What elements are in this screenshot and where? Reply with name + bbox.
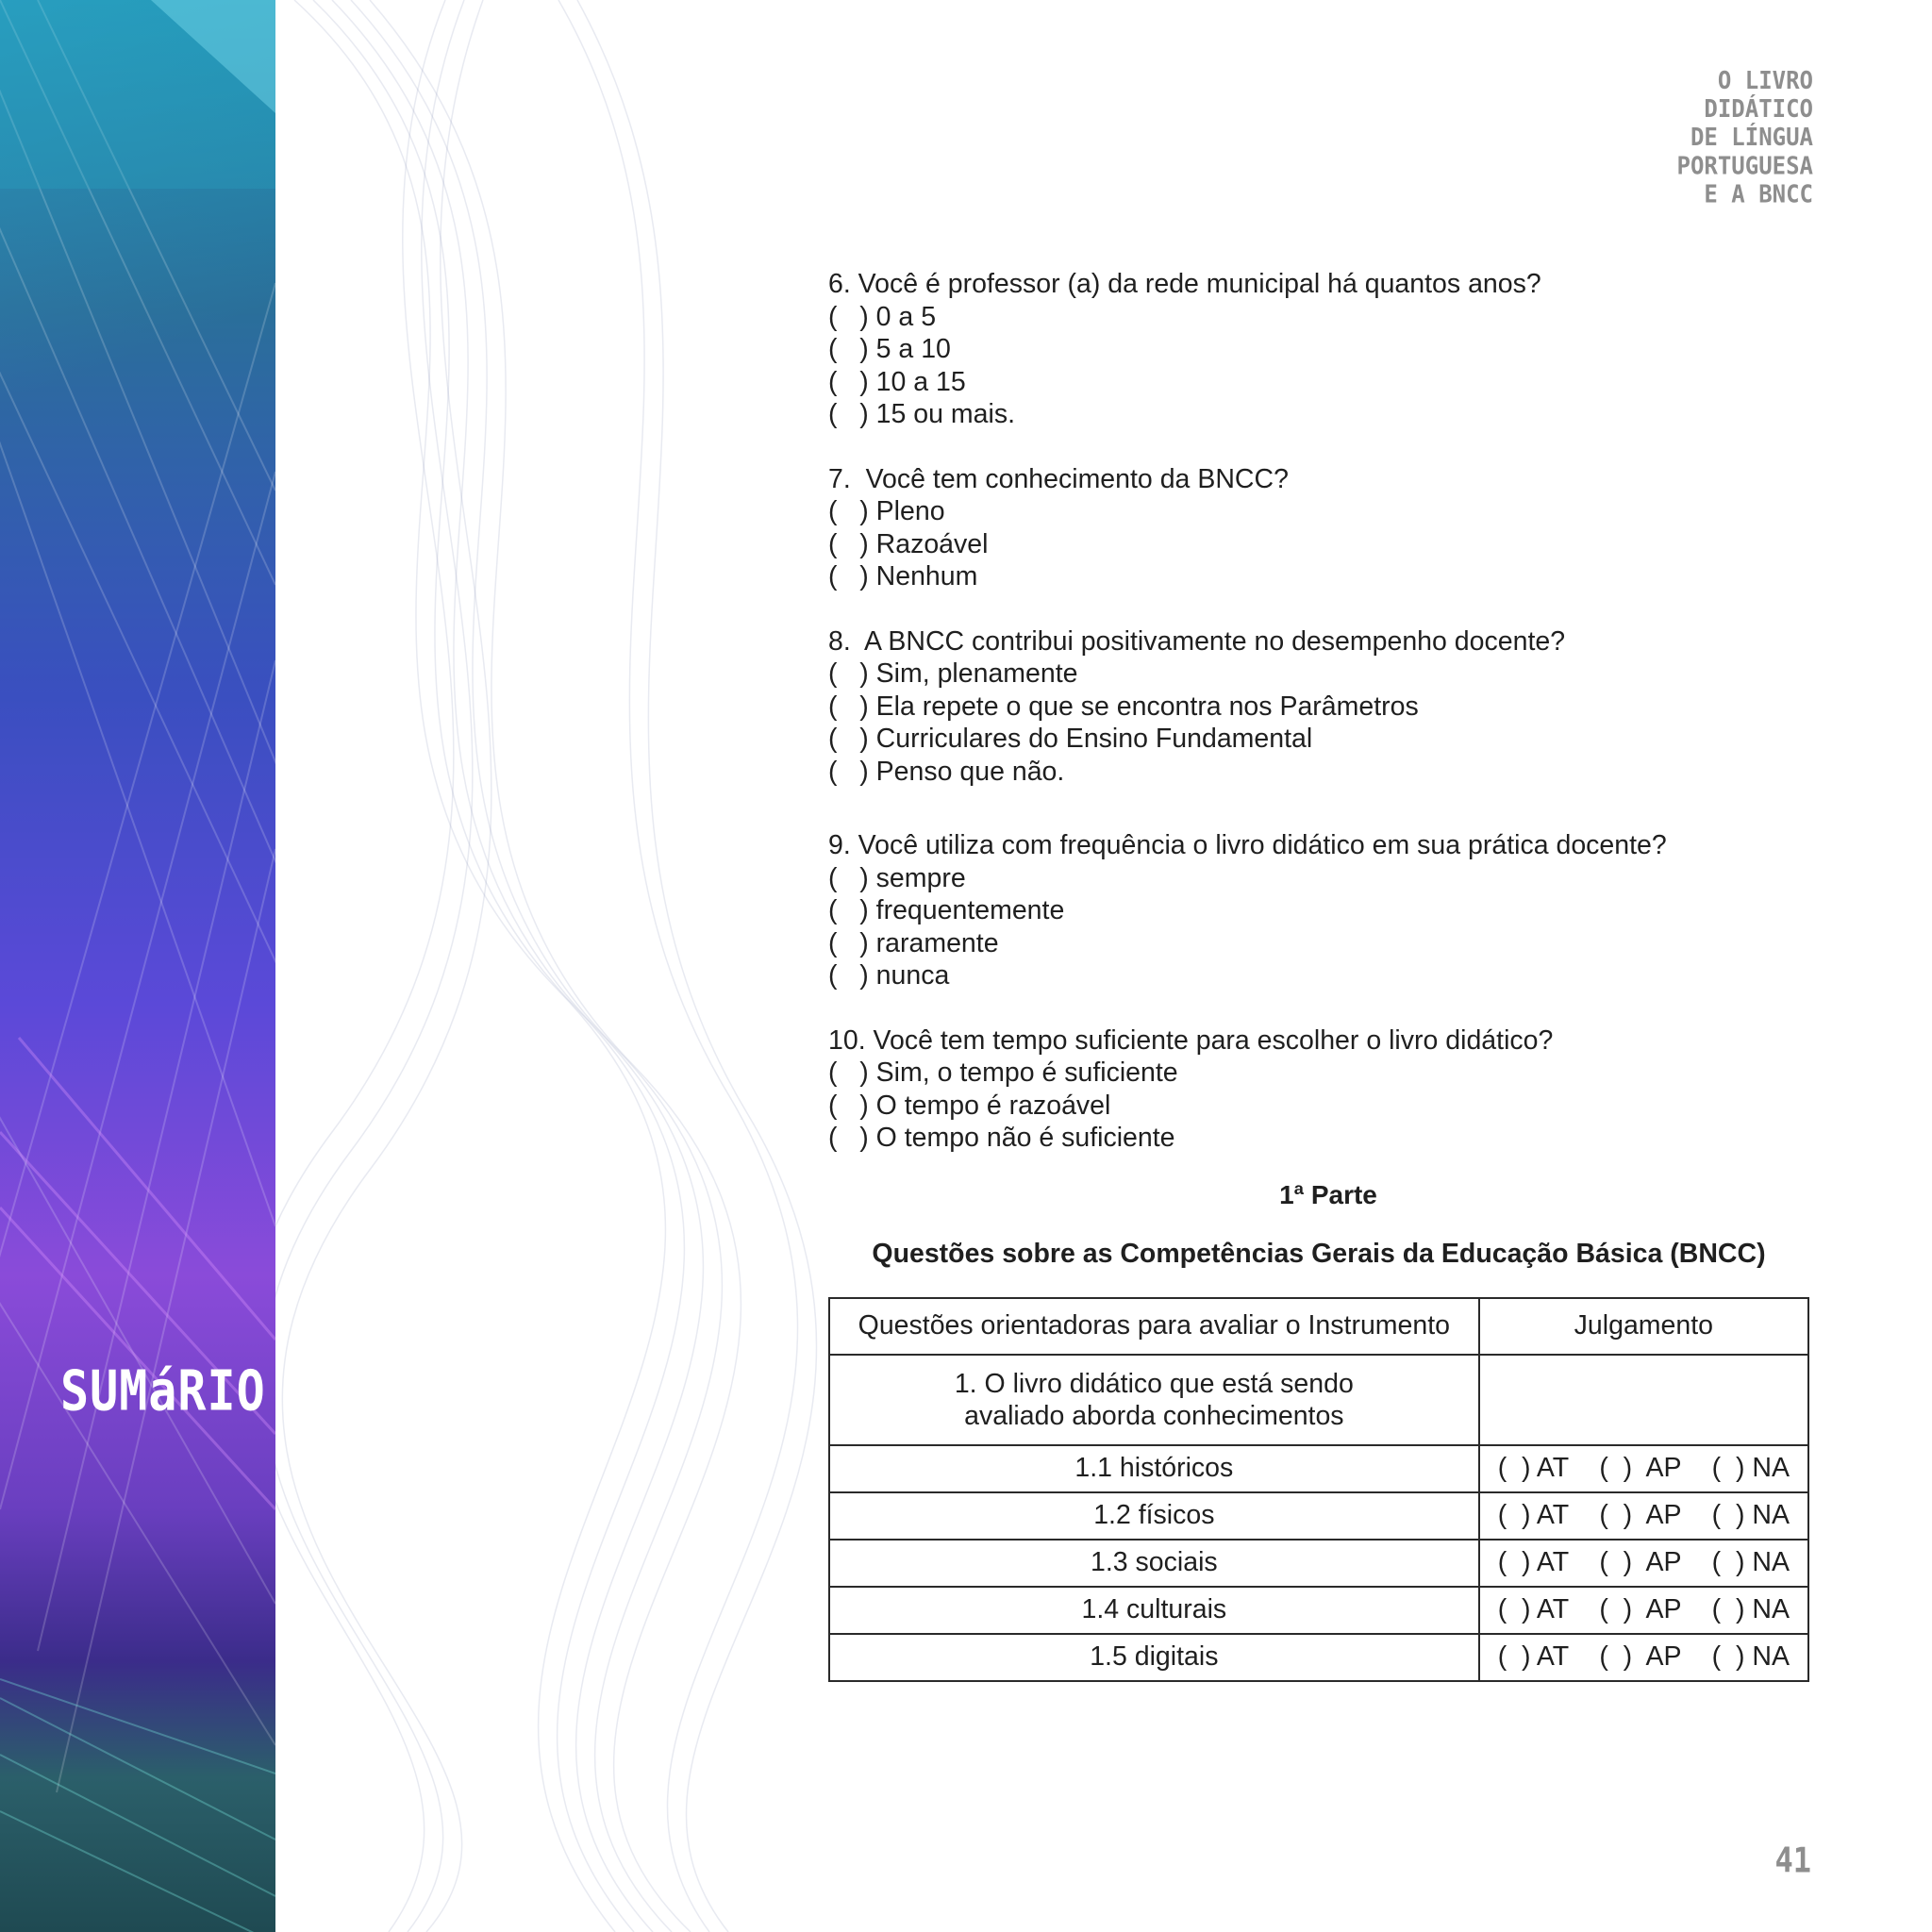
page-number: 41 xyxy=(1774,1840,1811,1881)
part-title: 1ª Parte xyxy=(1279,1179,1377,1209)
sumario-link[interactable]: SUMáRIO xyxy=(60,1358,266,1424)
option-ap[interactable]: ( ) AP xyxy=(1599,1594,1682,1625)
option[interactable]: ( ) Sim, plenamente xyxy=(828,658,1078,689)
option-na[interactable]: ( ) NA xyxy=(1711,1641,1790,1673)
judgement-cell xyxy=(1479,1634,1808,1681)
option[interactable]: ( ) Ela repete o que se encontra nos Parâmetros xyxy=(828,691,1419,722)
question-7 xyxy=(828,463,1809,593)
judgement-cell xyxy=(1479,1540,1808,1587)
question-9 xyxy=(828,829,1809,992)
option-at[interactable]: ( ) AT xyxy=(1497,1641,1570,1673)
background-waves xyxy=(275,0,841,1932)
option[interactable]: ( ) raramente xyxy=(828,927,999,958)
question-10 xyxy=(828,1024,1809,1155)
judgement-cell xyxy=(1479,1492,1808,1540)
option-at[interactable]: ( ) AT xyxy=(1497,1500,1570,1531)
question-text: 7. Você tem conhecimento da BNCC? xyxy=(828,463,1289,494)
intro-line: 1. O livro didático que está sendo xyxy=(954,1368,1354,1399)
option-ap[interactable]: ( ) AP xyxy=(1599,1547,1682,1578)
judgement-cell xyxy=(1479,1445,1808,1492)
judgement-cell xyxy=(1479,1587,1808,1634)
option-ap[interactable]: ( ) AP xyxy=(1599,1641,1682,1673)
side-decorative-band xyxy=(0,0,275,1932)
option[interactable]: ( ) 10 a 15 xyxy=(828,366,966,397)
intro-line: avaliado aborda conhecimentos xyxy=(964,1400,1344,1431)
question-text: 10. Você tem tempo suficiente para escolher o livro didático? xyxy=(828,1024,1554,1056)
table-row xyxy=(829,1540,1808,1587)
item-label: 1.1 históricos xyxy=(829,1445,1479,1492)
book-title-line: E A BNCC xyxy=(1704,179,1813,209)
option[interactable]: ( ) 15 ou mais. xyxy=(828,399,1015,429)
option-na[interactable]: ( ) NA xyxy=(1711,1547,1790,1578)
item-label: 1.2 físicos xyxy=(829,1492,1479,1540)
table-row xyxy=(829,1634,1808,1681)
option-ap[interactable]: ( ) AP xyxy=(1599,1453,1682,1484)
header-questions: Questões orientadoras para avaliar o Instrumento xyxy=(829,1298,1479,1355)
option[interactable]: ( ) Penso que não. xyxy=(828,756,1065,787)
question-text: 8. A BNCC contribui positivamente no desempenho docente? xyxy=(828,625,1566,657)
option-ap[interactable]: ( ) AP xyxy=(1599,1500,1682,1531)
option[interactable]: ( ) Razoável xyxy=(828,528,989,559)
part-subtitle: Questões sobre as Competências Gerais da Educação Básica (BNCC) xyxy=(872,1239,1766,1269)
question-text: 9. Você utiliza com frequência o livro didático em sua prática docente? xyxy=(828,830,1667,860)
option[interactable]: ( ) 0 a 5 xyxy=(828,301,937,332)
questionnaire xyxy=(828,268,1809,1682)
option[interactable]: ( ) 5 a 10 xyxy=(828,334,951,364)
option[interactable]: ( ) frequentemente xyxy=(828,895,1065,925)
option[interactable]: ( ) sempre xyxy=(828,862,966,893)
book-title-line: DE LÍNGUA xyxy=(1690,123,1813,152)
option[interactable]: ( ) Pleno xyxy=(828,496,945,526)
book-title xyxy=(1587,66,1813,208)
question-8 xyxy=(828,625,1809,789)
intro-empty-cell xyxy=(1479,1355,1808,1445)
option-na[interactable]: ( ) NA xyxy=(1711,1594,1790,1625)
table-row xyxy=(829,1445,1808,1492)
option-at[interactable]: ( ) AT xyxy=(1497,1453,1570,1484)
option-at[interactable]: ( ) AT xyxy=(1497,1547,1570,1578)
option[interactable]: ( ) Sim, o tempo é suficiente xyxy=(828,1058,1178,1088)
table-row xyxy=(829,1587,1808,1634)
option-na[interactable]: ( ) NA xyxy=(1711,1500,1790,1531)
option-na[interactable]: ( ) NA xyxy=(1711,1453,1790,1484)
question-6 xyxy=(828,268,1809,431)
table-header-row xyxy=(829,1298,1808,1355)
band-texture xyxy=(0,0,275,1932)
option[interactable]: ( ) nunca xyxy=(828,960,950,991)
option[interactable]: ( ) O tempo é razoável xyxy=(828,1090,1111,1121)
option-at[interactable]: ( ) AT xyxy=(1497,1594,1570,1625)
intro-cell xyxy=(829,1355,1479,1445)
book-title-line: PORTUGUESA xyxy=(1676,151,1813,180)
book-title-line: DIDÁTICO xyxy=(1704,94,1813,124)
option[interactable]: ( ) Curriculares do Ensino Fundamental xyxy=(828,724,1313,754)
option[interactable]: ( ) Nenhum xyxy=(828,561,978,591)
table-row xyxy=(829,1492,1808,1540)
book-title-line: O LIVRO xyxy=(1717,66,1813,95)
header-judgement: Julgamento xyxy=(1479,1298,1808,1355)
item-label: 1.5 digitais xyxy=(829,1634,1479,1681)
question-text: 6. Você é professor (a) da rede municipal há quantos anos? xyxy=(828,269,1541,299)
evaluation-table xyxy=(828,1297,1809,1682)
option[interactable]: ( ) O tempo não é suficiente xyxy=(828,1123,1175,1153)
item-label: 1.3 sociais xyxy=(829,1540,1479,1587)
table-intro-row xyxy=(829,1355,1808,1445)
item-label: 1.4 culturais xyxy=(829,1587,1479,1634)
